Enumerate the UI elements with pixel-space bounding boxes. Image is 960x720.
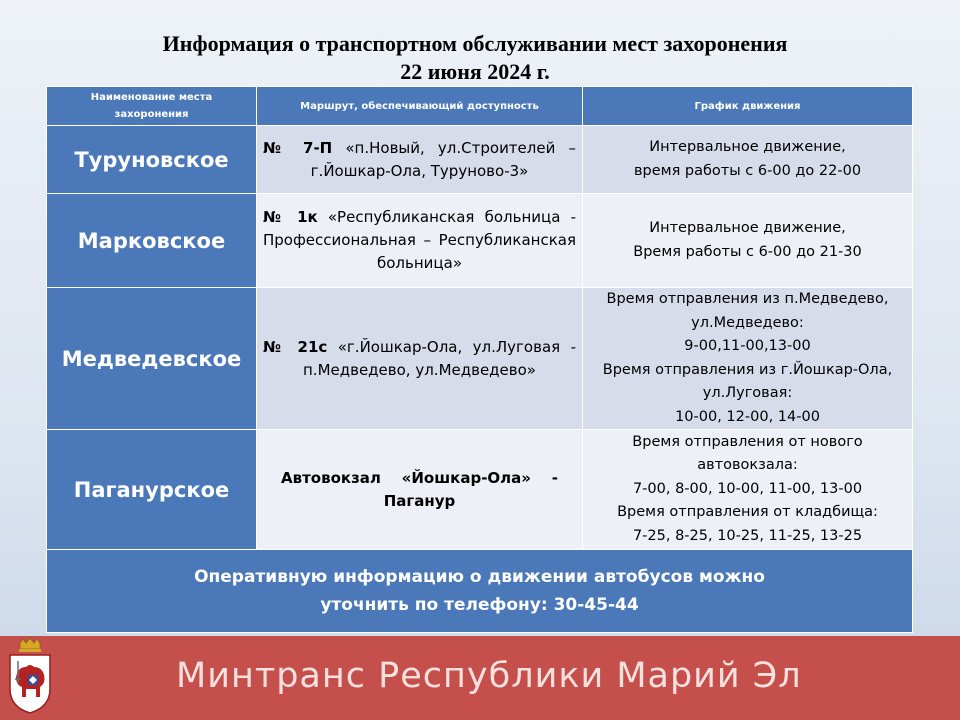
schedule-line: 10-00, 12-00, 14-00 (675, 408, 820, 425)
phone-info-line-2: уточнить по телефону: 30-45-44 (320, 595, 639, 615)
table-row (47, 288, 913, 430)
route-number: № 1к (263, 208, 318, 226)
header-route: Маршрут, обеспечивающий доступность (257, 87, 583, 126)
schedule-line: Интервальное движение, (649, 220, 846, 236)
phone-info (47, 550, 913, 633)
route-number: № 21с (263, 337, 328, 356)
table-row (47, 430, 913, 550)
schedule-line: Время работы с 6-00 до 21-30 (633, 243, 862, 260)
title-date: 22 июня 2024 г. (400, 59, 550, 84)
header-schedule: График движения (583, 87, 913, 126)
schedule-cell (583, 430, 913, 550)
table-row (47, 194, 913, 288)
schedule-line: 9-00,11-00,13-00 (684, 338, 811, 354)
schedule-cell (583, 194, 913, 288)
schedule-cell (583, 126, 913, 194)
place-name: Паганурское (47, 430, 257, 550)
place-name: Марковское (47, 194, 257, 288)
route-text: «Республиканская больница - Профессиональная – Республиканская больница» (263, 208, 576, 272)
schedule-line: ул.Луговая: (702, 385, 793, 401)
schedule-line: Время отправления от нового (632, 433, 863, 450)
route-cell (257, 126, 583, 194)
title-line-1: Информация о транспортном обслуживании мест захоронения (162, 31, 788, 56)
schedule-line: 7-25, 8-25, 10-25, 11-25, 13-25 (632, 527, 863, 544)
route-cell (257, 288, 583, 430)
schedule-line: Время отправления от кладбища: (617, 504, 878, 521)
route-text: «г.Йошкар-Ола, ул.Луговая - п.Медведево, ул.Медведево» (303, 337, 576, 379)
schedule-line: ул.Медведево: (691, 314, 804, 331)
transport-table (46, 86, 913, 633)
route-cell (257, 194, 583, 288)
coat-of-arms-icon (4, 637, 56, 717)
schedule-line: Интервальное движение, (649, 139, 846, 155)
table-row (47, 126, 913, 194)
schedule-line: Время отправления из п.Медведево, (606, 291, 889, 307)
table-header-row (47, 87, 913, 126)
ministry-name: Минтранс Республики Марий Эл (176, 656, 802, 696)
table-footer-row (47, 550, 913, 633)
schedule-line: Время отправления из г.Йошкар-Ола, (602, 361, 893, 378)
schedule-line: автовокзала: (697, 457, 798, 474)
header-place: Наименование места захоронения (47, 87, 257, 126)
place-name: Туруновское (47, 126, 257, 194)
schedule-line: время работы с 6-00 до 22-00 (633, 162, 862, 179)
schedule-line: 7-00, 8-00, 10-00, 11-00, 13-00 (632, 480, 863, 497)
page-title (0, 30, 950, 86)
place-name: Медведевское (47, 288, 257, 430)
route-text: Автовокзал «Йошкар-Ола» - Паганур (281, 468, 558, 510)
route-cell (257, 430, 583, 550)
schedule-cell (583, 288, 913, 430)
route-text: «п.Новый, ул.Строителей – г.Йошкар-Ола, Туруново-3» (310, 138, 576, 180)
phone-info-line-1: Оперативную информацию о движении автобусов можно (194, 567, 765, 587)
route-number: № 7-П (263, 138, 333, 157)
